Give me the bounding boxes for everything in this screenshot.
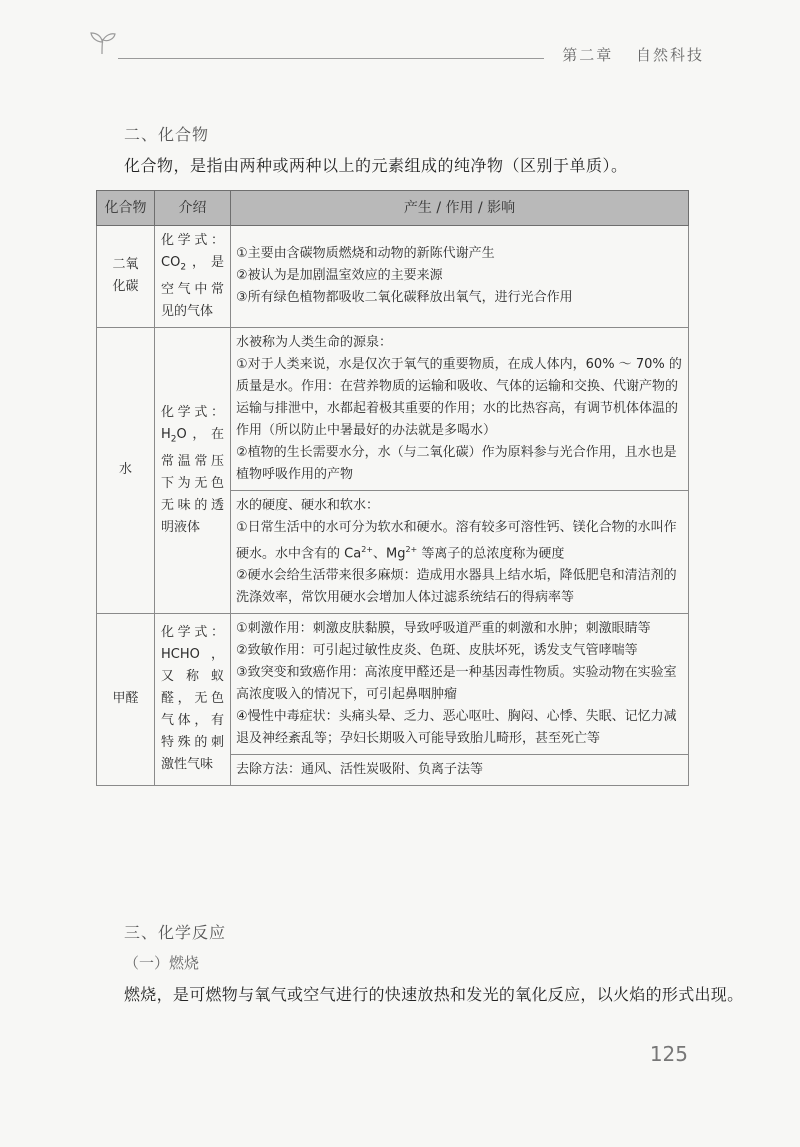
chapter-label: 第二章 bbox=[562, 46, 614, 64]
compounds-definition: 化合物，是指由两种或两种以上的元素组成的纯净物（区别于单质）。 bbox=[124, 156, 628, 175]
table-row-hcho-1 bbox=[97, 613, 689, 754]
compound-effects-co2: ①主要由含碳物质燃烧和动物的新陈代谢产生 ②被认为是加剧温室效应的主要来源 ③所有绿色植物都吸收二氧化碳释放出氧气，进行光合作用 bbox=[231, 226, 689, 328]
water-life-source: 水被称为人类生命的源泉： ①对于人类来说，水是仅次于氧气的重要物质，在成人体内，60% ～ 70% 的质量是水。作用：在营养物质的运输和吸收、气体的运输和交换、代谢产物的运输与排泄中，水都起着极其重要的作用；水的比热容高，有调节机体体温的作用（所以防止中暑最好的办法就是多喝水） ②植物的生长需要水分，水（与二氧化碳）作为原料参与光合作用，且水也是植物呼吸作用的产物 bbox=[231, 327, 689, 490]
compound-intro-co2: 化学式：$CO_2$，是空气中常见的气体 bbox=[155, 226, 231, 328]
header-intro: 介绍 bbox=[155, 191, 231, 226]
page-number: 125 bbox=[649, 1042, 688, 1066]
subject-label: 自然科技 bbox=[635, 46, 704, 64]
compound-intro-water: 化学式：$H_2O$，在常温常压下为无色无味的透明液体 bbox=[155, 327, 231, 613]
header-effects: 产生 / 作用 / 影响 bbox=[231, 191, 689, 226]
sprout-icon bbox=[88, 30, 118, 56]
table-row-co2 bbox=[97, 226, 689, 328]
compound-intro-hcho: 化学式：HCHO，又称蚁醛，无色气体，有特殊的刺激性气味 bbox=[155, 613, 231, 785]
compound-name-co2: 二氧 化碳 bbox=[97, 226, 155, 328]
hcho-removal: 去除方法：通风、活性炭吸附、负离子法等 bbox=[231, 754, 689, 785]
compound-table bbox=[96, 190, 689, 786]
table-row-water-1 bbox=[97, 327, 689, 490]
combustion-definition: 燃烧，是可燃物与氧气或空气进行的快速放热和发光的氧化反应，以火焰的形式出现。 bbox=[124, 985, 744, 1004]
header-compound: 化合物 bbox=[97, 191, 155, 226]
section-title-compounds: 二、化合物 bbox=[124, 125, 210, 144]
page-header bbox=[88, 28, 704, 68]
hcho-effects: ①刺激作用：刺激皮肤黏膜，导致呼吸道严重的刺激和水肿；刺激眼睛等 ②致敏作用：可引起过敏性皮炎、色斑、皮肤坏死，诱发支气管哮喘等 ③致突变和致癌作用：高浓度甲醛还是一种基因毒性物质。实验动物在实验室高浓度吸入的情况下，可引起鼻咽肿瘤 ④慢性中毒症状：头痛头晕、乏力、恶心呕吐、胸闷、心悸、失眠、记忆力减退及神经紊乱等；孕妇长期吸入可能导致胎儿畸形，甚至死亡等 bbox=[231, 613, 689, 754]
chapter-heading bbox=[562, 44, 704, 65]
section-title-reactions: 三、化学反应 bbox=[124, 923, 227, 942]
header-rule bbox=[118, 58, 544, 59]
compound-name-hcho: 甲醛 bbox=[97, 613, 155, 785]
water-hardness: 水的硬度、硬水和软水： ①日常生活中的水可分为软水和硬水。溶有较多可溶性钙、镁化合物的水叫作硬水。水中含有的 $Ca^{2+}$、$Mg^{2+}$ 等离子的总浓度称为硬度 ②硬水会给生活带来很多麻烦：造成用水器具上结水垢，降低肥皂和清洁剂的洗涤效率，常饮用硬水会增加人体过滤系统结石的得病率等 bbox=[231, 490, 689, 613]
table-header-row bbox=[97, 191, 689, 226]
compound-name-water: 水 bbox=[97, 327, 155, 613]
subsection-title-combustion: （一）燃烧 bbox=[124, 954, 200, 972]
